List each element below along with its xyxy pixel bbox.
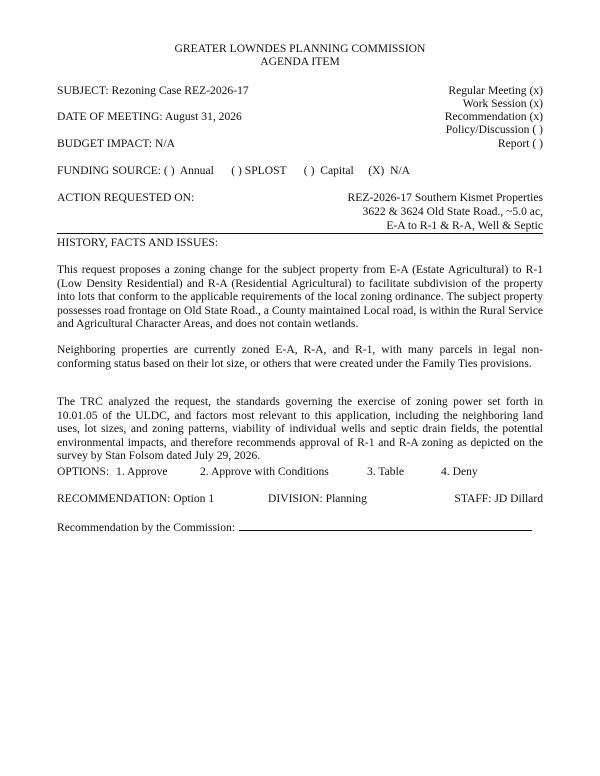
action-requested-line2: 3622 & 3624 Old State Road., ~5.0 ac, [362, 205, 543, 218]
work-session-option: Work Session (x) [462, 97, 543, 110]
action-requested-line1: REZ-2026-17 Southern Kismet Properties [347, 191, 543, 204]
funding-source: FUNDING SOURCE: ( ) Annual ( ) SPLOST ( ) Capital (X) N/A [57, 164, 411, 177]
commission-recommendation-label: Recommendation by the Commission: [57, 521, 236, 534]
option-table: 3. Table [367, 465, 404, 478]
paragraph-trc-analysis: The TRC analyzed the request, the standards governing the exercise of zoning power set forth in 10.01.05 of the ULDC, and factors most relevant to this application, including the neighboring land uses, lot sizes, and zoning patterns, viability of individual wells and septic drain fields, the potential environmental impacts, and therefore recommends approval of R-1 and R-A zoning as depicted on the survey by Stan Folsom dated July 29, 2026. [57, 395, 543, 463]
policy-discussion-option: Policy/Discussion ( ) [445, 123, 543, 136]
commission-recommendation-row [57, 519, 532, 535]
commission-recommendation-blank [239, 519, 532, 531]
action-requested-label: ACTION REQUESTED ON: [57, 191, 195, 204]
option-deny: 4. Deny [441, 465, 478, 478]
date-of-meeting: DATE OF MEETING: August 31, 2026 [57, 110, 242, 123]
paragraph-proposal: This request proposes a zoning change for the subject property from E-A (Estate Agricultural) to R-1 (Low Density Residential) and R-A (Residential Agricultural) to facilitate subdivision of the property into lots that conform to the applicable requirements of the local zoning ordinance. The subject property possesses road frontage on Old State Road., a County maintained Local road, is within the Rural Service and Agricultural Character Areas, and does not contain wetlands. [57, 263, 543, 331]
action-requested-line3: E-A to R-1 & R-A, Well & Septic [386, 219, 543, 232]
option-approve-with-conditions: 2. Approve with Conditions [200, 465, 329, 478]
agenda-item-title: AGENDA ITEM [260, 55, 340, 68]
section-heading: HISTORY, FACTS AND ISSUES: [57, 236, 219, 249]
recommendation-value: RECOMMENDATION: Option 1 [57, 492, 215, 505]
commission-title: GREATER LOWNDES PLANNING COMMISSION [174, 42, 426, 55]
options-label: OPTIONS: [57, 465, 110, 478]
recommendation-option: Recommendation (x) [444, 110, 543, 123]
report-option: Report ( ) [497, 137, 543, 150]
staff-value: STAFF: JD Dillard [454, 492, 543, 505]
regular-meeting-option: Regular Meeting (x) [448, 84, 543, 97]
division-value: DIVISION: Planning [268, 492, 367, 505]
budget-impact: BUDGET IMPACT: N/A [57, 137, 175, 150]
option-approve: 1. Approve [116, 465, 168, 478]
section-divider [57, 233, 543, 234]
subject-line: SUBJECT: Rezoning Case REZ-2026-17 [57, 84, 249, 97]
paragraph-neighboring: Neighboring properties are currently zoned E-A, R-A, and R-1, with many parcels in legal non-conforming status based on their lot size, or others that were created under the Family Ties provisions. [57, 343, 543, 370]
